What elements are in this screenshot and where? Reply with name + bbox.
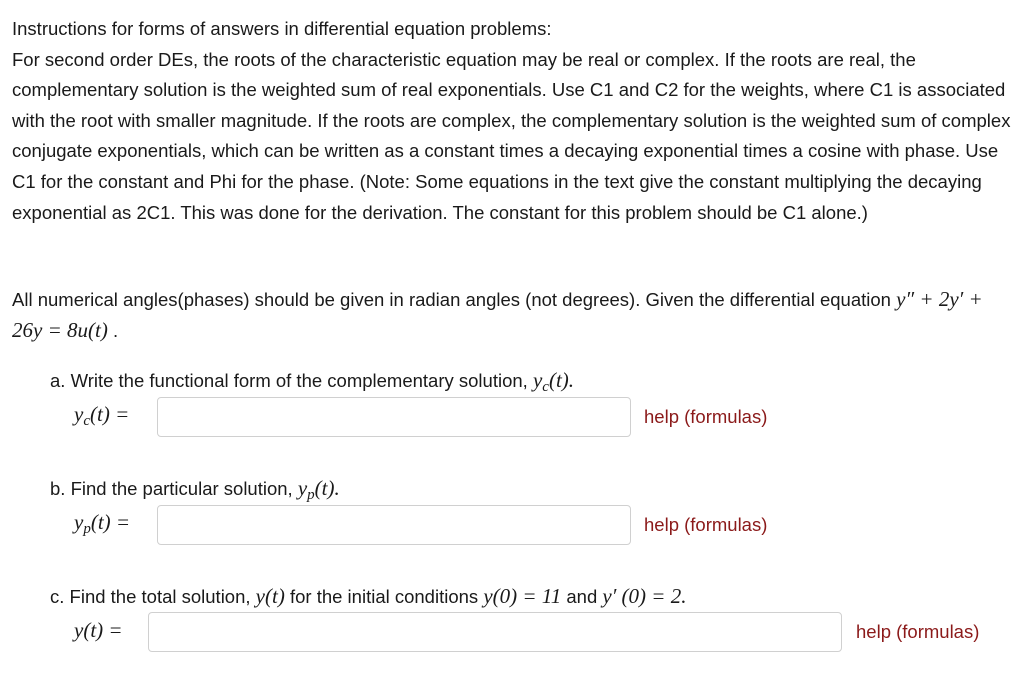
total-solution-symbol: y(t) [255, 584, 285, 608]
part-c-label: y(t) = [74, 618, 123, 642]
part-a-prompt: a. Write the functional form of the complementary solution, $y_c(t)$. [50, 368, 575, 395]
part-c-prompt: c. Find the total solution, y(t) for the initial conditions y(0) = 11 and y′ (0) = 2. [50, 584, 687, 608]
part-b-prompt: b. Find the particular solution, $y_p(t)$. [50, 476, 340, 503]
problem-statement: All numerical angles(phases) should be given in radian angles (not degrees). Given the differential equation y″ + 2y′ + 26y = 8u(t) . [12, 287, 983, 342]
initial-condition-2: y′ (0) = 2. [602, 584, 687, 608]
instructions-block [12, 14, 1012, 228]
instructions-body: For second order DEs, the roots of the characteristic equation may be real or complex. If the roots are real, the complementary solution is the weighted sum of real exponentials. Use C1 and C2 for the weights, where C1 is associated with the root with smaller magnitude. If the roots are complex, the complementary solution is the weighted sum of complex conjugate exponentials, which can be written as a constant times a decaying exponential times a cosine with phase. Use C1 for the constant and Phi for the phase. (Note: Some equations in the text give the constant multiplying the decaying exponential as 2C1. This was done for the derivation. The constant for this problem should be C1 alone.) [12, 48, 1011, 223]
complementary-solution-input[interactable] [157, 397, 631, 437]
part-a-help-link[interactable]: help (formulas) [644, 406, 768, 427]
part-b-help-link[interactable]: help (formulas) [644, 514, 768, 535]
part-a-label: $y_c(t)$ = [74, 402, 130, 429]
angles-note: All numerical angles(phases) should be given in radian angles (not degrees). Given the differential equation [12, 289, 891, 310]
part-c-help-link[interactable]: help (formulas) [856, 621, 980, 642]
part-a-symbol: y [532, 368, 543, 392]
initial-condition-1: y(0) = 11 [483, 584, 562, 608]
instructions-heading: Instructions for forms of answers in differential equation problems: [12, 18, 552, 39]
differential-equation: y″ + 2y′ + 26y = 8u(t) [12, 287, 983, 342]
part-b-label: $y_p(t)$ = [74, 510, 131, 537]
total-solution-input[interactable] [148, 612, 842, 652]
part-b-symbol: y [297, 476, 308, 500]
particular-solution-input[interactable] [157, 505, 631, 545]
